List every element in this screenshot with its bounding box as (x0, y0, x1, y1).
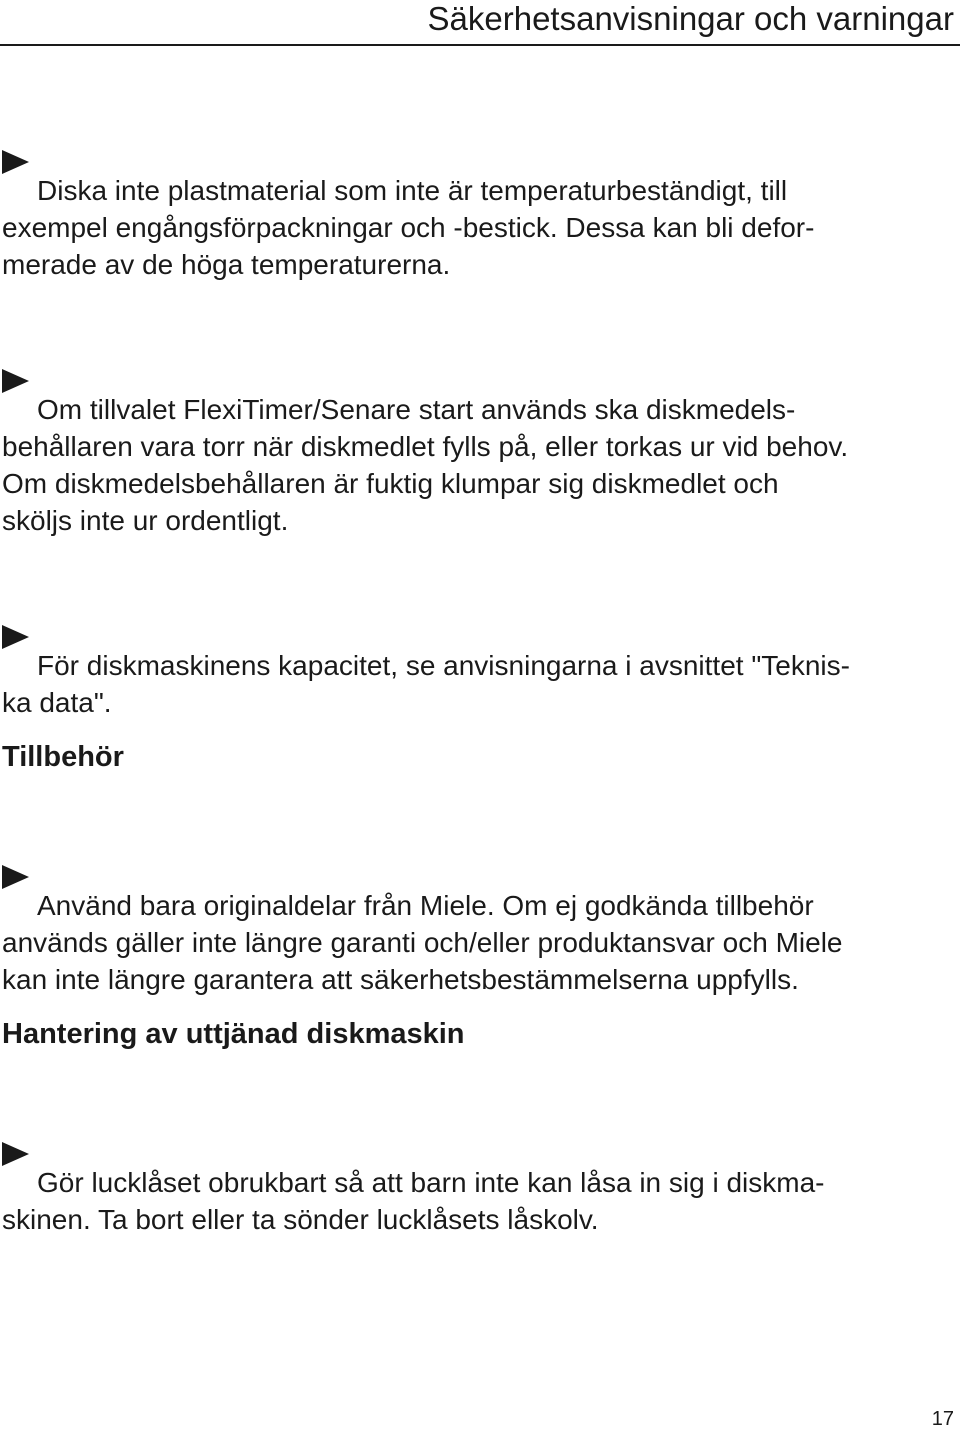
bullet-text: Om tillvalet FlexiTimer/Senare start används ska diskmedels- behållaren vara torr när diskmedlet fylls på, eller torkas ur vid behov. Om diskmedelsbehållaren är fuktig klumpar sig diskmedlet och sköljs inte ur ordentligt. (2, 394, 849, 536)
section-heading-tillbehor: Tillbehör (2, 741, 124, 773)
header-divider (0, 44, 960, 46)
bullet-text: Diska inte plastmaterial som inte är temperaturbeständigt, till exempel engångsförpackningar och -bestick. Dessa kan bli defor- merade av de höga temperaturerna. (2, 175, 815, 280)
triangle-right-icon (2, 1105, 29, 1129)
page-title: Säkerhetsanvisningar och varningar (427, 0, 954, 37)
bullet-paragraph (2, 76, 952, 283)
triangle-right-icon (2, 332, 29, 356)
bullet-paragraph (2, 295, 952, 539)
triangle-right-icon (2, 113, 29, 137)
section-heading-hantering: Hantering av uttjänad diskmaskin (2, 1018, 465, 1050)
bullet-paragraph (2, 551, 952, 721)
bullet-paragraph (2, 1068, 952, 1238)
document-body (2, 76, 952, 1250)
bullet-text: Använd bara originaldelar från Miele. Om ej godkända tillbehör används gäller inte längre garanti och/eller produktansvar och Miele kan inte längre garantera att säkerhetsbestämmelserna uppfylls. (2, 890, 843, 995)
triangle-right-icon (2, 588, 29, 612)
bullet-text: Gör lucklåset obrukbart så att barn inte kan låsa in sig i diskma- skinen. Ta bort eller ta sönder lucklåsets låskolv. (2, 1167, 825, 1235)
bullet-paragraph (2, 791, 952, 998)
triangle-right-icon (2, 828, 29, 852)
bullet-text: För diskmaskinens kapacitet, se anvisningarna i avsnittet "Teknis- ka data". (2, 650, 850, 718)
page-number: 17 (931, 1408, 954, 1430)
